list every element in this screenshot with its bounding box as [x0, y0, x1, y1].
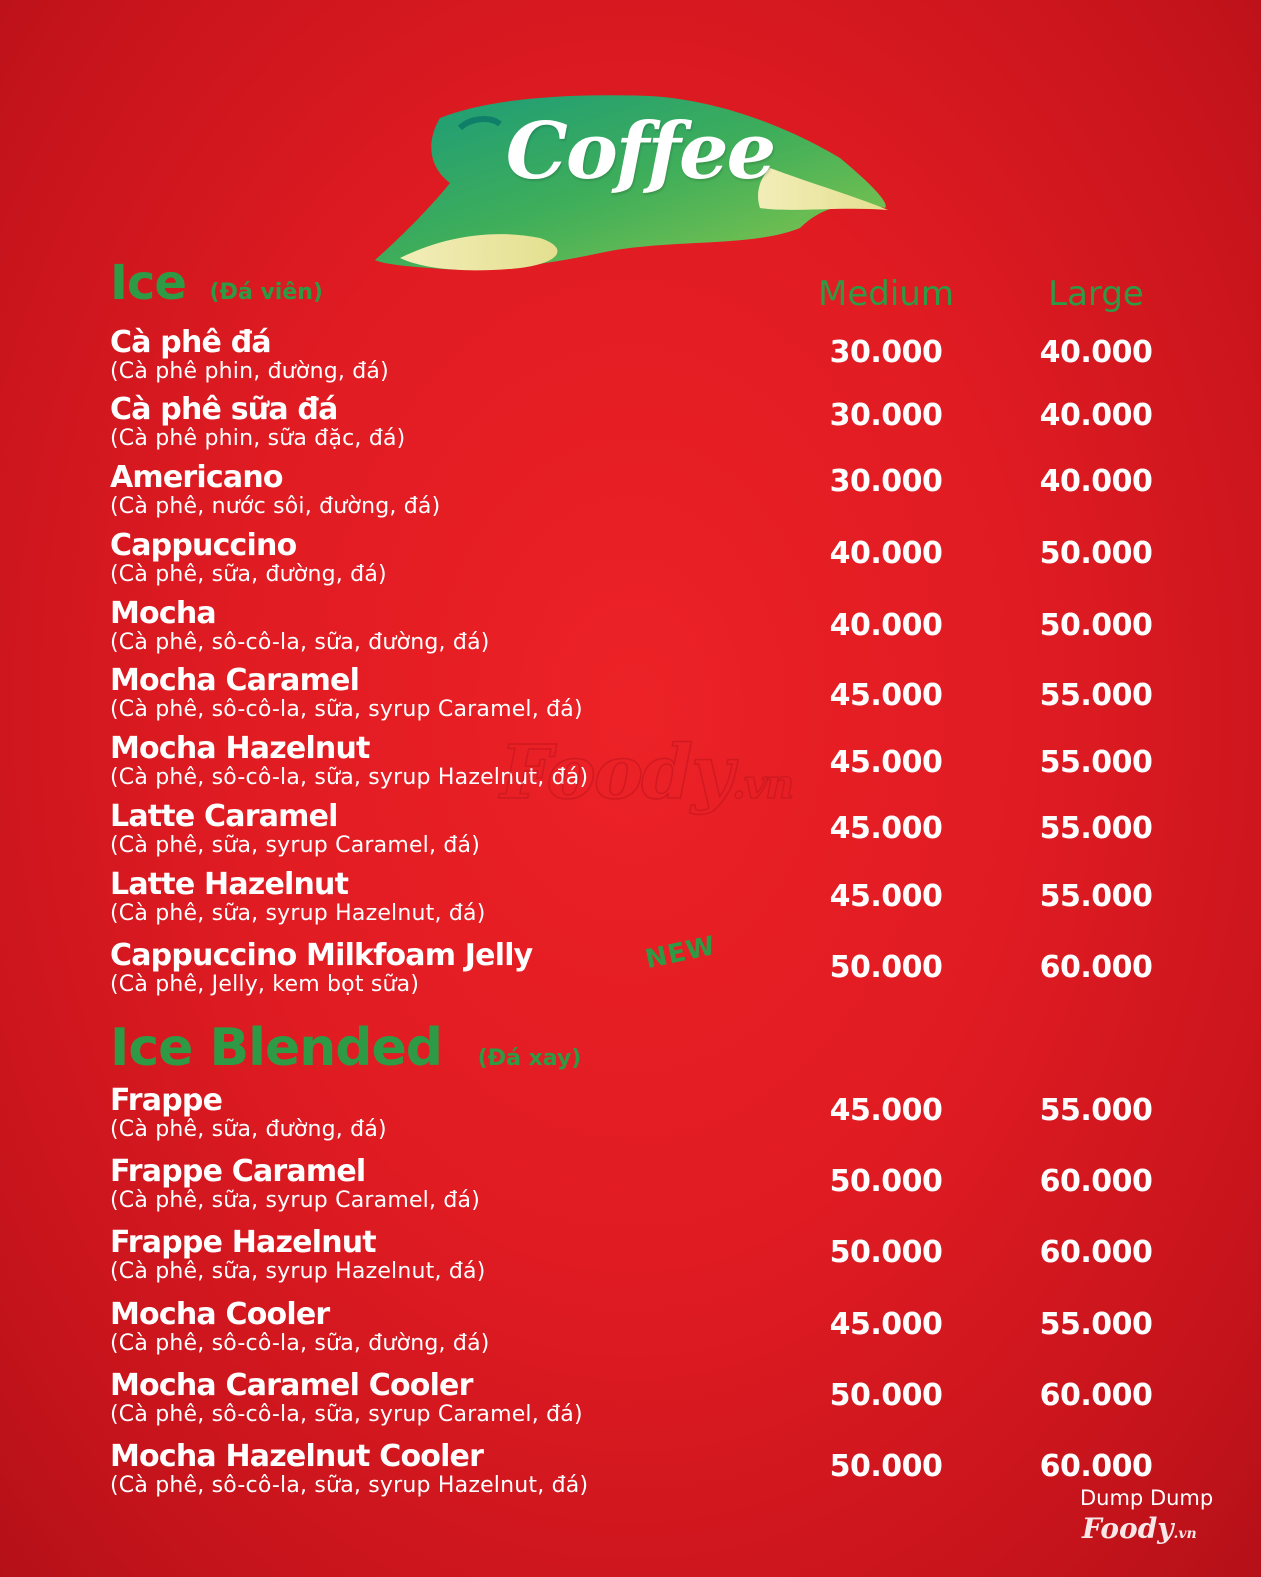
menu-item	[110, 528, 1170, 594]
footer-brand: Foody	[1082, 1512, 1174, 1545]
price-medium: 50.000	[829, 950, 943, 985]
price-medium: 45.000	[829, 811, 943, 846]
item-description: (Cà phê, sữa, syrup Caramel, đá)	[110, 1188, 481, 1213]
menu-item	[110, 1083, 1170, 1149]
menu-item	[110, 596, 1170, 662]
item-name: Frappe Caramel	[110, 1154, 366, 1189]
item-name: Latte Caramel	[110, 799, 338, 834]
price-medium: 45.000	[829, 1307, 943, 1342]
price-medium: 45.000	[829, 1093, 943, 1128]
price-large: 40.000	[1039, 464, 1153, 499]
item-name: Americano	[110, 460, 283, 495]
price-medium: 30.000	[829, 398, 943, 433]
item-name: Mocha Hazelnut Cooler	[110, 1439, 484, 1474]
price-medium: 40.000	[829, 608, 943, 643]
menu-item	[110, 1154, 1170, 1220]
item-description: (Cà phê, sữa, syrup Hazelnut, đá)	[110, 1259, 486, 1284]
item-description: (Cà phê, sô-cô-la, sữa, đường, đá)	[110, 1331, 490, 1356]
price-large: 60.000	[1039, 950, 1153, 985]
footer-domain: .vn	[1173, 1526, 1197, 1542]
price-large: 40.000	[1039, 398, 1153, 433]
item-name: Mocha Cooler	[110, 1297, 330, 1332]
price-large: 55.000	[1039, 678, 1153, 713]
menu-item	[110, 867, 1170, 933]
price-medium: 50.000	[829, 1449, 943, 1484]
item-description: (Cà phê, sô-cô-la, sữa, đường, đá)	[110, 630, 490, 655]
foody-logo	[1082, 1512, 1197, 1545]
price-large: 50.000	[1039, 608, 1153, 643]
column-header-large: Large	[1048, 274, 1144, 314]
section-header-ice-blended	[110, 1018, 581, 1078]
menu-item	[110, 460, 1170, 526]
watermark-domain: .vn	[731, 761, 793, 808]
price-large: 60.000	[1039, 1449, 1153, 1484]
item-description: (Cà phê, sữa, syrup Caramel, đá)	[110, 833, 481, 858]
item-description: (Cà phê, sô-cô-la, sữa, syrup Caramel, đá)	[110, 1402, 583, 1427]
item-name: Mocha	[110, 596, 216, 631]
menu-item	[110, 325, 1170, 391]
price-medium: 50.000	[829, 1378, 943, 1413]
menu-item	[110, 1368, 1170, 1434]
price-medium: 50.000	[829, 1235, 943, 1270]
page-title: Coffee	[505, 106, 775, 197]
price-large: 60.000	[1039, 1378, 1153, 1413]
item-name: Mocha Caramel Cooler	[110, 1368, 473, 1403]
price-medium: 45.000	[829, 678, 943, 713]
price-large: 55.000	[1039, 745, 1153, 780]
price-medium: 30.000	[829, 464, 943, 499]
price-large: 55.000	[1039, 1307, 1153, 1342]
item-description: (Cà phê phin, sữa đặc, đá)	[110, 426, 406, 451]
price-medium: 40.000	[829, 536, 943, 571]
coffee-title-logo	[370, 88, 900, 278]
item-name: Latte Hazelnut	[110, 867, 349, 902]
item-description: (Cà phê, Jelly, kem bọt sữa)	[110, 972, 420, 997]
price-large: 55.000	[1039, 811, 1153, 846]
menu-item	[110, 1225, 1170, 1291]
item-description: (Cà phê, nước sôi, đường, đá)	[110, 494, 441, 519]
item-description: (Cà phê, sô-cô-la, sữa, syrup Hazelnut, đá)	[110, 1473, 589, 1498]
item-description: (Cà phê, sô-cô-la, sữa, syrup Caramel, đá)	[110, 697, 583, 722]
menu-item	[110, 1297, 1170, 1363]
new-badge: NEW	[642, 930, 719, 976]
section-header-ice	[110, 255, 323, 311]
item-name: Cappuccino	[110, 528, 297, 563]
item-name: Cà phê đá	[110, 325, 271, 360]
item-description: (Cà phê, sô-cô-la, sữa, syrup Hazelnut, đá)	[110, 765, 589, 790]
menu-item	[110, 930, 1170, 1004]
menu-item	[110, 392, 1170, 458]
price-large: 55.000	[1039, 1093, 1153, 1128]
item-name: Mocha Caramel	[110, 663, 360, 698]
price-large: 40.000	[1039, 335, 1153, 370]
item-description: (Cà phê phin, đường, đá)	[110, 359, 389, 384]
uploader-name: Dump Dump	[1080, 1486, 1214, 1510]
item-description: (Cà phê, sữa, đường, đá)	[110, 1117, 387, 1142]
menu-item	[110, 663, 1170, 729]
price-medium: 45.000	[829, 879, 943, 914]
section-title: Ice Blended	[110, 1018, 443, 1078]
item-description: (Cà phê, sữa, đường, đá)	[110, 562, 387, 587]
menu-item	[110, 1439, 1170, 1505]
section-subtitle: (Đá xay)	[477, 1046, 582, 1071]
price-medium: 30.000	[829, 335, 943, 370]
price-large: 60.000	[1039, 1235, 1153, 1270]
item-name: Cà phê sữa đá	[110, 392, 338, 427]
foody-watermark	[500, 730, 792, 816]
column-header-medium: Medium	[818, 274, 954, 314]
item-name: Frappe	[110, 1083, 223, 1118]
item-description: (Cà phê, sữa, syrup Hazelnut, đá)	[110, 901, 486, 926]
section-subtitle: (Đá viên)	[209, 280, 323, 305]
price-large: 60.000	[1039, 1164, 1153, 1199]
item-name: Mocha Hazelnut	[110, 731, 370, 766]
price-large: 55.000	[1039, 879, 1153, 914]
section-title: Ice	[110, 255, 186, 311]
price-large: 50.000	[1039, 536, 1153, 571]
item-name: Cappuccino Milkfoam Jelly	[110, 938, 533, 973]
item-name: Frappe Hazelnut	[110, 1225, 376, 1260]
watermark-brand: Foody	[500, 730, 732, 816]
price-medium: 50.000	[829, 1164, 943, 1199]
price-medium: 45.000	[829, 745, 943, 780]
